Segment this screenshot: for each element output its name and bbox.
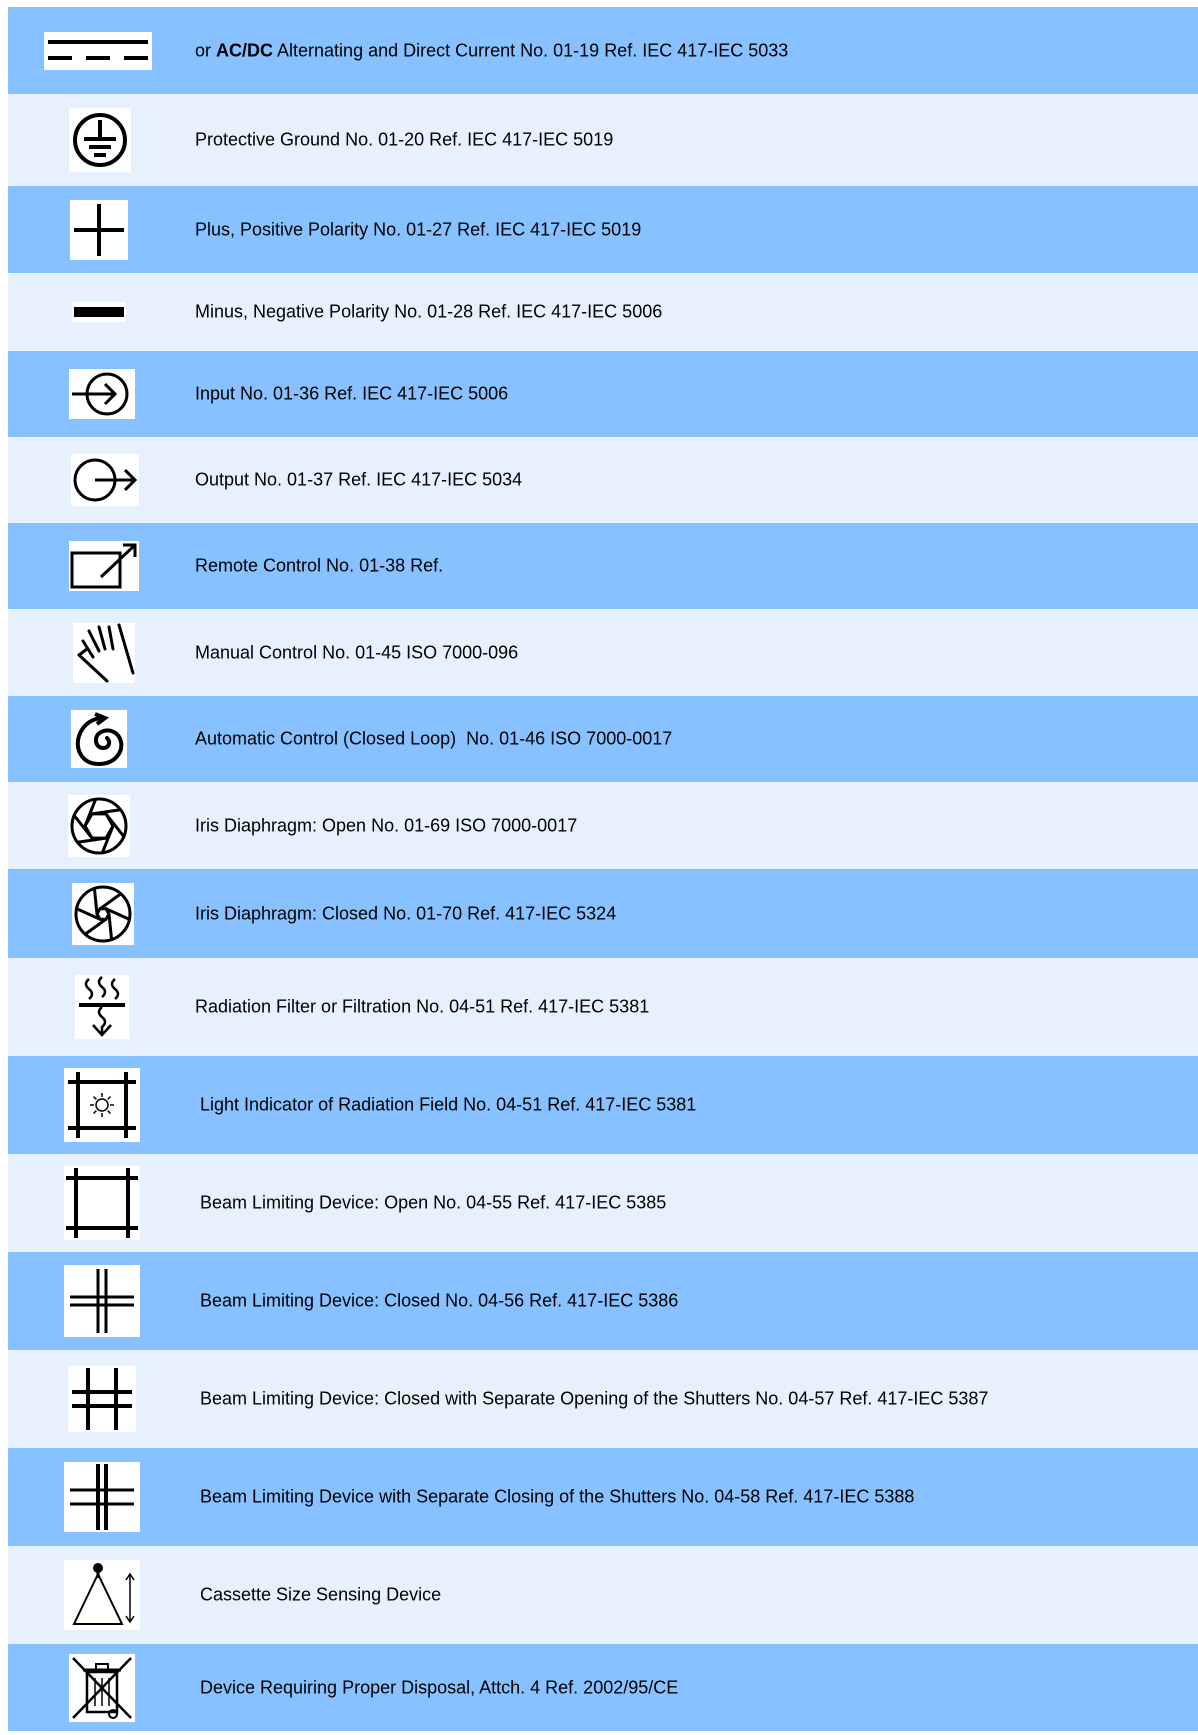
protective-ground-icon xyxy=(69,108,131,172)
output-icon xyxy=(71,454,139,506)
table-row xyxy=(8,1056,1198,1154)
table-row xyxy=(8,7,1198,94)
beam-closed-icon xyxy=(64,1265,140,1337)
cassette-size-icon xyxy=(64,1560,140,1630)
symbol-description: Automatic Control (Closed Loop) No. 01-46 ISO 7000-0017 xyxy=(195,728,673,749)
table-row xyxy=(8,1252,1198,1350)
table-row xyxy=(8,696,1198,782)
symbol-description: Cassette Size Sensing Device xyxy=(200,1584,442,1605)
symbol-description: Beam Limiting Device: Closed with Separate Opening of the Shutters No. 04-57 Ref. 417-IEC 5387 xyxy=(200,1388,989,1409)
beam-separate-closing-icon xyxy=(64,1462,140,1532)
table-row xyxy=(8,351,1198,437)
symbol-description: Radiation Filter or Filtration No. 04-51 Ref. 417-IEC 5381 xyxy=(195,996,650,1017)
table-row xyxy=(8,94,1198,186)
symbol-description xyxy=(195,40,788,61)
symbol-description: Beam Limiting Device: Open No. 04-55 Ref. 417-IEC 5385 xyxy=(200,1192,667,1213)
remote-control-icon xyxy=(69,541,139,591)
table-row xyxy=(8,523,1198,609)
table-row xyxy=(8,869,1198,958)
symbol-description: Input No. 01-36 Ref. IEC 417-IEC 5006 xyxy=(195,383,509,404)
input-icon xyxy=(69,369,135,419)
symbol-description: Minus, Negative Polarity No. 01-28 Ref. IEC 417-IEC 5006 xyxy=(195,301,663,322)
radiation-filter-icon xyxy=(75,975,129,1039)
description-text: Alternating and Direct Current No. 01-19 Ref. IEC 417-IEC 5033 xyxy=(273,40,789,60)
table-row xyxy=(8,1350,1198,1448)
iris-closed-icon xyxy=(72,883,134,945)
symbol-description: Protective Ground No. 01-20 Ref. IEC 417-IEC 5019 xyxy=(195,129,614,150)
table-row xyxy=(8,958,1198,1056)
manual-control-icon xyxy=(73,623,135,683)
ac-dc-icon xyxy=(44,32,152,70)
table-row xyxy=(8,1448,1198,1546)
symbol-description: Manual Control No. 01-45 ISO 7000-096 xyxy=(195,642,519,662)
beam-open-icon xyxy=(64,1166,140,1240)
plus-icon xyxy=(70,200,128,260)
light-indicator-icon xyxy=(64,1068,140,1142)
symbols-table xyxy=(8,7,1198,1731)
description-prefix: or xyxy=(195,40,217,60)
table-row xyxy=(8,273,1198,351)
table-row xyxy=(8,1644,1198,1731)
table-row xyxy=(8,437,1198,523)
table-row xyxy=(8,186,1198,273)
symbol-description: Plus, Positive Polarity No. 01-27 Ref. IEC 417-IEC 5019 xyxy=(195,219,642,239)
table-row xyxy=(8,609,1198,696)
automatic-control-icon xyxy=(71,710,127,768)
symbol-description: Remote Control No. 01-38 Ref. xyxy=(195,555,444,576)
symbol-description: Light Indicator of Radiation Field No. 04-51 Ref. 417-IEC 5381 xyxy=(200,1094,697,1115)
symbol-description: Iris Diaphragm: Closed No. 01-70 Ref. 417-IEC 5324 xyxy=(195,903,617,923)
symbol-description: Beam Limiting Device with Separate Closing of the Shutters No. 04-58 Ref. 417-IEC 5388 xyxy=(200,1486,915,1507)
table-row xyxy=(8,1154,1198,1252)
symbol-description: Beam Limiting Device: Closed No. 04-56 Ref. 417-IEC 5386 xyxy=(200,1290,679,1311)
disposal-bin-icon xyxy=(69,1654,135,1722)
minus-icon xyxy=(72,302,126,322)
symbol-description: Device Requiring Proper Disposal, Attch. 4 Ref. 2002/95/CE xyxy=(200,1677,679,1697)
description-bold: AC/DC xyxy=(216,40,274,60)
beam-separate-opening-icon xyxy=(68,1366,136,1432)
table-row xyxy=(8,782,1198,869)
symbol-description: Iris Diaphragm: Open No. 01-69 ISO 7000-0017 xyxy=(195,815,578,835)
symbol-description: Output No. 01-37 Ref. IEC 417-IEC 5034 xyxy=(195,469,523,490)
table-row xyxy=(8,1546,1198,1644)
iris-open-icon xyxy=(68,795,130,857)
